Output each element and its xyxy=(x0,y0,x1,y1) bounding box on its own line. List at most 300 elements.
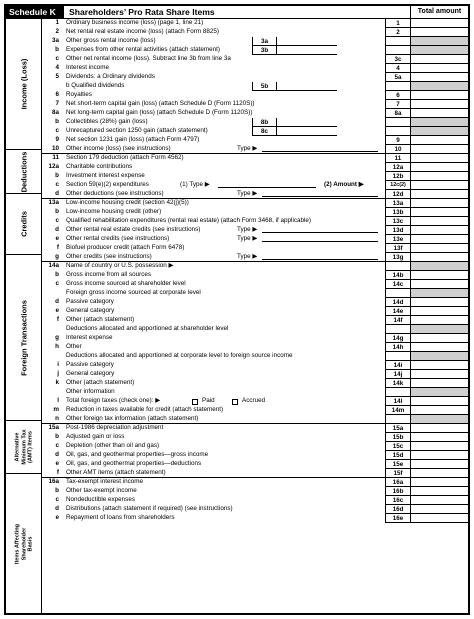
line-description: Low-income housing credit (section 42(j)(5)) xyxy=(66,199,189,206)
line-number: d xyxy=(55,451,59,458)
line-description: Reduction in taxes available for credit (attach statement) xyxy=(66,406,224,413)
line-code xyxy=(385,118,410,127)
line-item-row xyxy=(42,370,468,379)
inner-amount-field[interactable] xyxy=(277,118,337,127)
line-item-row xyxy=(42,496,468,505)
amount-field[interactable] xyxy=(410,235,468,244)
amount-field[interactable] xyxy=(410,244,468,253)
line-item-row xyxy=(42,100,468,109)
line-item-row xyxy=(42,442,468,451)
line-number: l xyxy=(57,397,59,404)
line-item-row xyxy=(42,235,468,244)
section-credits: Credits xyxy=(6,194,42,255)
line-description: Interest expense xyxy=(66,334,113,341)
type-label: Type ▶ xyxy=(237,145,258,152)
amount-field[interactable] xyxy=(410,478,468,487)
line-description: Name of country or U.S. possession ▶ xyxy=(66,262,174,269)
line-code: 14c xyxy=(385,280,410,289)
schedule-label: Schedule K xyxy=(6,6,64,18)
line-number: c xyxy=(55,181,59,188)
line-code: 14f xyxy=(385,316,410,325)
line-code: 3c xyxy=(385,55,410,64)
line-code: 5a xyxy=(385,73,410,82)
line-code xyxy=(385,37,410,46)
line-description: Other rental real estate credits (see instructions) xyxy=(66,226,201,233)
line-code: 13b xyxy=(385,208,410,217)
line-number: f xyxy=(56,316,59,323)
line-item-row xyxy=(42,190,468,199)
line-number: c xyxy=(55,217,59,224)
amount-field[interactable] xyxy=(410,55,468,64)
line-item-row xyxy=(42,217,468,226)
line-description: Net section 1231 gain (loss) (attach Form 4797) xyxy=(66,136,200,143)
amount-field[interactable] xyxy=(410,280,468,289)
line-item-row xyxy=(42,325,468,334)
line-number: 8a xyxy=(51,109,59,116)
line-code xyxy=(385,352,410,361)
line-code: 2 xyxy=(385,28,410,37)
line-code: 14d xyxy=(385,298,410,307)
amount-label: (2) Amount ▶ xyxy=(324,181,364,188)
line-item-row xyxy=(42,289,468,298)
amount-field[interactable] xyxy=(410,316,468,325)
line-code xyxy=(385,82,410,91)
line-item-row xyxy=(42,172,468,181)
amount-field[interactable] xyxy=(410,73,468,82)
amount-field[interactable] xyxy=(410,109,468,118)
amount-field[interactable] xyxy=(410,397,468,406)
line-number: b xyxy=(55,271,59,278)
inner-amount-field[interactable] xyxy=(277,127,337,136)
line-number: b xyxy=(55,118,59,125)
amount-field[interactable] xyxy=(410,154,468,163)
inner-line-code: 3a xyxy=(252,37,277,46)
line-description: Post-1986 depreciation adjustment xyxy=(66,424,164,431)
amount-column-header: Total amount xyxy=(410,6,468,18)
line-item-row xyxy=(42,505,468,514)
line-code: 13d xyxy=(385,226,410,235)
amount-field[interactable] xyxy=(410,145,468,154)
line-code: 14g xyxy=(385,334,410,343)
line-item-row xyxy=(42,316,468,325)
line-code: 14i xyxy=(385,361,410,370)
line-description: b Qualified dividends xyxy=(66,82,125,89)
line-code: 15e xyxy=(385,460,410,469)
section-deductions: Deductions xyxy=(6,150,42,194)
line-description: Deductions allocated and apportioned at corporate level to foreign source income xyxy=(66,352,293,359)
line-item-row xyxy=(42,379,468,388)
line-item-row xyxy=(42,91,468,100)
line-description: Section 59(e)(2) expenditures xyxy=(66,181,149,188)
line-description: Ordinary business income (loss) (page 1, line 21) xyxy=(66,19,204,26)
line-description: Net rental real estate income (loss) (attach Form 8825) xyxy=(66,28,219,35)
inner-amount-field[interactable] xyxy=(277,46,337,55)
line-description: Other net rental income (loss). Subtract line 3b from line 3a xyxy=(66,55,231,62)
line-item-row xyxy=(42,262,468,271)
line-item-row xyxy=(42,154,468,163)
amount-field xyxy=(410,127,468,136)
line-item-row xyxy=(42,109,468,118)
inner-line-code: 3b xyxy=(252,46,277,55)
line-item-row xyxy=(42,253,468,262)
line-number: 5 xyxy=(55,73,59,80)
line-number: k xyxy=(55,379,59,386)
line-number: b xyxy=(55,46,59,53)
line-item-row xyxy=(42,361,468,370)
amount-field xyxy=(410,37,468,46)
line-item-row xyxy=(42,46,468,55)
line-description: Tax-exempt interest income xyxy=(66,478,143,485)
amount-field[interactable] xyxy=(410,181,468,190)
line-description: Other rental credits (see instructions) xyxy=(66,235,170,242)
line-number: c xyxy=(55,280,59,287)
type-label: (1) Type ▶ xyxy=(180,181,210,188)
line-description: Section 179 deduction (attach Form 4562) xyxy=(66,154,184,161)
line-number: 13a xyxy=(48,199,59,206)
line-item-row xyxy=(42,244,468,253)
line-description: Royalties xyxy=(66,91,92,98)
line-item-row xyxy=(42,127,468,136)
line-number: e xyxy=(55,235,59,242)
line-code: 15a xyxy=(385,424,410,433)
amount-field[interactable] xyxy=(410,514,468,523)
amount-field xyxy=(410,352,468,361)
line-item-row xyxy=(42,343,468,352)
amount-field[interactable] xyxy=(410,64,468,73)
line-description: Low-income housing credit (other) xyxy=(66,208,162,215)
line-item-row xyxy=(42,388,468,397)
line-item-row xyxy=(42,514,468,523)
amount-field[interactable] xyxy=(410,460,468,469)
accrued-checkbox[interactable] xyxy=(232,399,238,405)
line-number: c xyxy=(55,442,59,449)
line-description: Deductions allocated and apportioned at shareholder level xyxy=(66,325,229,332)
line-number: b xyxy=(55,208,59,215)
line-number: 14a xyxy=(48,262,59,269)
line-description: Oil, gas, and geothermal properties—deductions xyxy=(66,460,202,467)
line-description: Total foreign taxes (check one): ▶ xyxy=(66,397,161,404)
line-item-row xyxy=(42,415,468,424)
amount-field[interactable] xyxy=(410,100,468,109)
line-code: 8a xyxy=(385,109,410,118)
line-description: Other credits (see instructions) xyxy=(66,253,152,260)
section-foreign-transactions: Foreign Transactions xyxy=(6,255,42,421)
amount-field[interactable] xyxy=(410,469,468,478)
line-number: e xyxy=(55,514,59,521)
type-input[interactable] xyxy=(262,253,378,260)
inner-amount-field[interactable] xyxy=(277,82,337,91)
line-code: 4 xyxy=(385,64,410,73)
line-description: Qualified rehabilitation expenditures (rental real estate) (attach Form 3468, if applicable) xyxy=(66,217,312,224)
line-description: Oil, gas, and geothermal properties—gross income xyxy=(66,451,209,458)
type-label: Type ▶ xyxy=(237,253,258,260)
amount-field xyxy=(410,289,468,298)
line-item-row xyxy=(42,424,468,433)
line-number: b xyxy=(55,433,59,440)
line-code: 11 xyxy=(385,154,410,163)
amount-field[interactable] xyxy=(410,361,468,370)
line-code: 10 xyxy=(385,145,410,154)
line-code: 16e xyxy=(385,514,410,523)
amount-field[interactable] xyxy=(410,307,468,316)
type-input[interactable] xyxy=(262,226,378,233)
type-input[interactable] xyxy=(262,190,378,197)
line-code xyxy=(385,388,410,397)
line-description: Foreign gross income sourced at corporate level xyxy=(66,289,201,296)
amount-field xyxy=(410,46,468,55)
line-number: 3a xyxy=(51,37,59,44)
amount-field[interactable] xyxy=(410,424,468,433)
line-number: c xyxy=(55,55,59,62)
amount-field[interactable] xyxy=(410,433,468,442)
line-description: Adjusted gain or loss xyxy=(66,433,125,440)
line-code: 14k xyxy=(385,379,410,388)
line-code: 16d xyxy=(385,505,410,514)
line-code xyxy=(385,46,410,55)
line-number: 12a xyxy=(48,163,59,170)
line-code: 12c(2) xyxy=(385,181,410,190)
line-description: Charitable contributions xyxy=(66,163,133,170)
line-description: Unrecaptured section 1250 gain (attach statement) xyxy=(66,127,208,134)
line-description: Other gross rental income (loss) xyxy=(66,37,156,44)
line-code: 12d xyxy=(385,190,410,199)
line-number: j xyxy=(57,370,59,377)
line-code: 14h xyxy=(385,343,410,352)
line-number: c xyxy=(55,127,59,134)
amount-field[interactable] xyxy=(410,496,468,505)
line-code xyxy=(385,262,410,271)
amount-field[interactable] xyxy=(410,190,468,199)
line-description: Gross income sourced at shareholder level xyxy=(66,280,186,287)
line-code: 1 xyxy=(385,19,410,28)
line-code: 9 xyxy=(385,136,410,145)
section-shareholder-basis: Items Affecting Shareholder Basis xyxy=(6,474,42,613)
amount-field[interactable] xyxy=(410,136,468,145)
amount-field xyxy=(410,262,468,271)
line-item-row xyxy=(42,55,468,64)
inner-line-code: 8b xyxy=(252,118,277,127)
line-code xyxy=(385,289,410,298)
amount-field[interactable] xyxy=(410,271,468,280)
line-code: 13c xyxy=(385,217,410,226)
line-code: 15c xyxy=(385,442,410,451)
type-label: Type ▶ xyxy=(237,190,258,197)
line-description: Collectibles (28%) gain (loss) xyxy=(66,118,148,125)
line-code: 13a xyxy=(385,199,410,208)
paid-label: Paid xyxy=(202,397,215,404)
line-item-row xyxy=(42,28,468,37)
line-number: 6 xyxy=(55,91,59,98)
amount-field[interactable] xyxy=(410,172,468,181)
line-item-row xyxy=(42,307,468,316)
line-number: 16a xyxy=(48,478,59,485)
line-number: 1 xyxy=(55,19,59,26)
line-number: b xyxy=(55,487,59,494)
amount-field[interactable] xyxy=(410,442,468,451)
section-amt-items: Alternative Minimum Tax (AMT) Items xyxy=(6,421,42,474)
line-number: m xyxy=(53,406,59,413)
line-description: Net long-term capital gain (loss) (attach Schedule D (Form 1120S)) xyxy=(66,109,253,116)
amount-field[interactable] xyxy=(410,343,468,352)
form-title: Shareholders’ Pro Rata Share Items xyxy=(69,7,215,17)
amount-field[interactable] xyxy=(410,19,468,28)
line-description: Passive category xyxy=(66,298,114,305)
line-item-row xyxy=(42,64,468,73)
type-input[interactable] xyxy=(262,145,378,152)
line-number: d xyxy=(55,190,59,197)
line-description: Investment interest expense xyxy=(66,172,145,179)
line-description: Passive category xyxy=(66,361,114,368)
line-number: i xyxy=(57,361,59,368)
line-code: 12a xyxy=(385,163,410,172)
line-item-row xyxy=(42,451,468,460)
line-number: f xyxy=(56,244,59,251)
line-number: b xyxy=(55,172,59,179)
amount-field[interactable] xyxy=(410,379,468,388)
line-description: Nondeductible expenses xyxy=(66,496,135,503)
line-item-row xyxy=(42,226,468,235)
line-description: Dividends: a Ordinary dividends xyxy=(66,73,155,80)
line-item-row xyxy=(42,334,468,343)
line-code: 15d xyxy=(385,451,410,460)
line-item-row xyxy=(42,73,468,82)
line-item-row xyxy=(42,136,468,145)
line-description: Other (attach statement) xyxy=(66,379,135,386)
schedule-k-form xyxy=(4,4,470,615)
line-item-row xyxy=(42,37,468,46)
type-label: Type ▶ xyxy=(237,235,258,242)
line-item-row xyxy=(42,199,468,208)
line-code: 6 xyxy=(385,91,410,100)
line-code: 14e xyxy=(385,307,410,316)
amount-field xyxy=(410,82,468,91)
line-description: Biofuel producer credit (attach Form 6478) xyxy=(66,244,185,251)
amount-field[interactable] xyxy=(410,28,468,37)
amount-field[interactable] xyxy=(410,451,468,460)
line-code: 14j xyxy=(385,370,410,379)
amount-field[interactable] xyxy=(410,298,468,307)
amount-field xyxy=(410,325,468,334)
amount-field[interactable] xyxy=(410,217,468,226)
amount-field[interactable] xyxy=(410,487,468,496)
amount-field xyxy=(410,388,468,397)
line-number: f xyxy=(56,469,59,476)
line-code: 14b xyxy=(385,271,410,280)
line-number: 11 xyxy=(52,154,59,161)
line-code: 16a xyxy=(385,478,410,487)
line-code: 14m xyxy=(385,406,410,415)
amount-field[interactable] xyxy=(410,163,468,172)
line-item-row xyxy=(42,352,468,361)
inner-line-code: 8c xyxy=(252,127,277,136)
line-number: d xyxy=(55,226,59,233)
type-input[interactable] xyxy=(262,235,378,242)
line-description: Other information xyxy=(66,388,115,395)
line-description: Other deductions (see instructions) xyxy=(66,190,164,197)
amount-field[interactable] xyxy=(410,91,468,100)
line-item-row xyxy=(42,208,468,217)
amount-field[interactable] xyxy=(410,406,468,415)
line-description: Depletion (other than oil and gas) xyxy=(66,442,160,449)
line-description: Other (attach statement) xyxy=(66,316,135,323)
inner-line-code: 5b xyxy=(252,82,277,91)
type-label: Type ▶ xyxy=(237,226,258,233)
line-item-row xyxy=(42,460,468,469)
line-code xyxy=(385,415,410,424)
line-number: 2 xyxy=(55,28,59,35)
amount-field xyxy=(410,415,468,424)
amount-field[interactable] xyxy=(410,226,468,235)
line-item-row xyxy=(42,406,468,415)
line-description: Other xyxy=(66,343,82,350)
inner-amount-field[interactable] xyxy=(277,37,337,46)
line-item-row xyxy=(42,433,468,442)
form-header xyxy=(6,6,468,19)
line-description: Other income (loss) (see instructions) xyxy=(66,145,171,152)
type-input[interactable] xyxy=(218,181,316,188)
line-code: 16c xyxy=(385,496,410,505)
line-description: Other AMT items (attach statement) xyxy=(66,469,166,476)
line-description: Net short-term capital gain (loss) (attach Schedule D (Form 1120S)) xyxy=(66,100,255,107)
amount-field[interactable] xyxy=(410,208,468,217)
paid-checkbox[interactable] xyxy=(192,399,198,405)
line-item-row xyxy=(42,478,468,487)
line-number: h xyxy=(55,343,59,350)
line-description: Other foreign tax information (attach statement) xyxy=(66,415,199,422)
line-number: c xyxy=(55,496,59,503)
amount-field[interactable] xyxy=(410,370,468,379)
line-code xyxy=(385,127,410,136)
line-number: 4 xyxy=(55,64,59,71)
line-item-row xyxy=(42,118,468,127)
line-item-row xyxy=(42,280,468,289)
line-item-row xyxy=(42,271,468,280)
line-number: g xyxy=(55,253,59,260)
line-item-row xyxy=(42,487,468,496)
line-code: 13e xyxy=(385,235,410,244)
line-number: 10 xyxy=(51,145,59,152)
line-description: General category xyxy=(66,307,115,314)
line-description: General category xyxy=(66,370,115,377)
line-description: Expenses from other rental activities (attach statement) xyxy=(66,46,220,53)
line-number: e xyxy=(55,460,59,467)
amount-field[interactable] xyxy=(410,334,468,343)
line-item-row xyxy=(42,82,468,91)
amount-field[interactable] xyxy=(410,253,468,262)
line-item-row xyxy=(42,145,468,154)
line-number: d xyxy=(55,298,59,305)
amount-field xyxy=(410,118,468,127)
line-item-row xyxy=(42,181,468,190)
line-number: 15a xyxy=(48,424,59,431)
line-number: 7 xyxy=(55,100,59,107)
line-item-row xyxy=(42,397,468,406)
line-code: 14l xyxy=(385,397,410,406)
amount-field[interactable] xyxy=(410,505,468,514)
line-description: Interest income xyxy=(66,64,110,71)
line-item-row xyxy=(42,469,468,478)
line-code xyxy=(385,325,410,334)
line-code: 13f xyxy=(385,244,410,253)
line-description: Distributions (attach statement if required) (see instructions) xyxy=(66,505,233,512)
line-item-row xyxy=(42,19,468,28)
line-number: n xyxy=(55,415,59,422)
line-item-row xyxy=(42,163,468,172)
line-code: 13g xyxy=(385,253,410,262)
line-number: e xyxy=(55,307,59,314)
line-code: 7 xyxy=(385,100,410,109)
amount-field[interactable] xyxy=(410,199,468,208)
